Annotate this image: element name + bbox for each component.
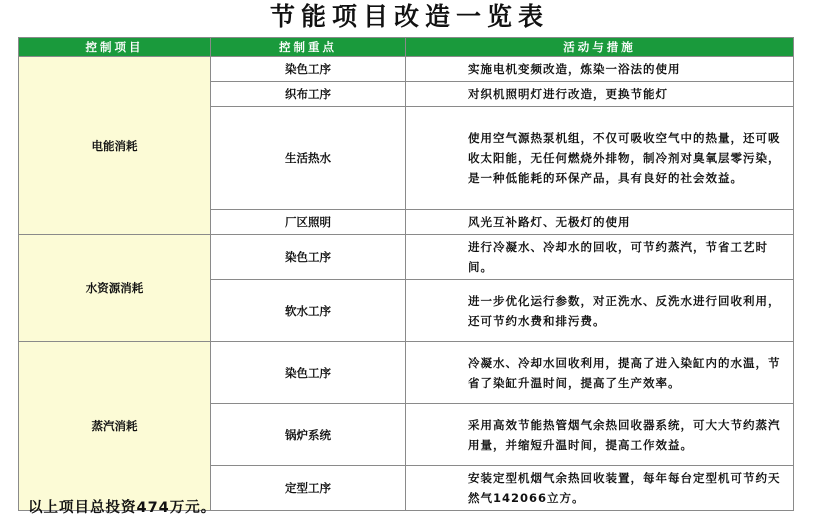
page-title: 节能项目改造一览表 [269,2,549,31]
point-cell: 染色工序 [211,342,406,404]
investment-footnote: 以上项目总投资474万元。 [28,500,217,516]
category-cell: 电能消耗 [19,57,211,235]
table-row [19,235,794,280]
category-cell: 蒸汽消耗 [19,342,211,511]
header-category: 控制项目 [19,38,211,57]
point-cell: 厂区照明 [211,210,406,235]
point-cell: 染色工序 [211,57,406,82]
header-point: 控制重点 [211,38,406,57]
point-cell: 织布工序 [211,82,406,107]
measure-cell: 安装定型机烟气余热回收装置，每年每台定型机可节约天然气142066立方。 [406,466,794,511]
measure-cell: 使用空气源热泵机组，不仅可吸收空气中的热量，还可吸收太阳能，无任何燃烧外排物，制冷剂对臭氧层零污染，是一种低能耗的环保产品，具有良好的社会效益。 [406,107,794,210]
point-cell: 生活热水 [211,107,406,210]
table-row [19,342,794,404]
energy-saving-table [18,37,794,511]
table-header-row [19,38,794,57]
category-cell: 水资源消耗 [19,235,211,342]
measure-cell: 风光互补路灯、无极灯的使用 [406,210,794,235]
measure-cell: 实施电机变频改造，炼染一浴法的使用 [406,57,794,82]
measure-cell: 采用高效节能热管烟气余热回收器系统，可大大节约蒸汽用量，并缩短升温时间，提高工作效益。 [406,404,794,466]
table-row [19,57,794,82]
point-cell: 锅炉系统 [211,404,406,466]
measure-cell: 冷凝水、冷却水回收利用，提高了进入染缸内的水温，节省了染缸升温时间，提高了生产效率。 [406,342,794,404]
header-measure: 活动与措施 [406,38,794,57]
point-cell: 软水工序 [211,280,406,342]
point-cell: 染色工序 [211,235,406,280]
measure-cell: 进一步优化运行参数，对正洗水、反洗水进行回收利用，还可节约水费和排污费。 [406,280,794,342]
measure-cell: 对织机照明灯进行改造，更换节能灯 [406,82,794,107]
measure-cell: 进行冷凝水、冷却水的回收，可节约蒸汽，节省工艺时间。 [406,235,794,280]
point-cell: 定型工序 [211,466,406,511]
